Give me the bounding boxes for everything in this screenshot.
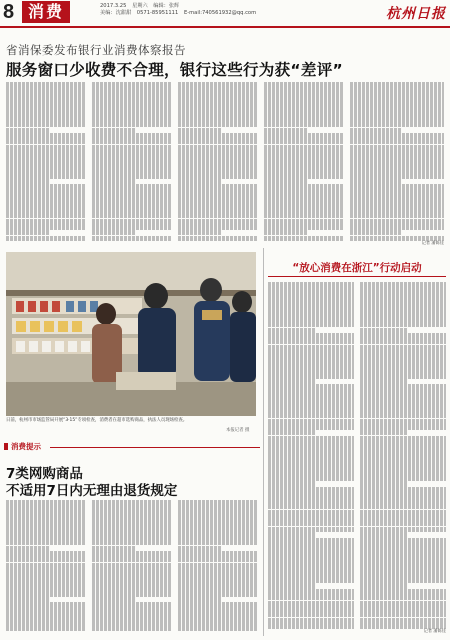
body-text-line [178,236,258,242]
body-text-line [268,623,354,629]
sidebar-column-1-text [268,282,354,629]
lead-column-2-text [92,82,172,241]
bottom-column-1-text [6,500,86,631]
lead-column-1 [6,82,86,246]
consumer-tips-band [0,440,262,452]
body-text-line [92,236,172,242]
sidebar-column-1 [268,282,354,634]
lead-byline: 记者 潘陈佳 [421,240,444,246]
bottom-column-3-text [178,500,258,631]
sidebar-column-2 [360,282,446,634]
sidebar-rule [268,276,446,277]
bottom-headline-line1: 7类网购商品 [6,466,83,482]
sidebar-headline: “放心消费在浙江”行动启动 [292,262,422,274]
lead-column-4 [264,82,344,246]
lead-column-3 [178,82,258,246]
page-number: 8 [3,1,15,23]
bottom-column-1 [6,500,86,634]
meta-designer: 美编：沈甜甜 [100,10,132,16]
consumer-tips-label: 消费提示 [11,442,41,451]
body-text-line [6,236,86,242]
paper-name: 杭州日报 [386,6,446,22]
supermarket-inspection-photo [6,252,256,416]
lead-column-5-text [350,82,444,241]
body-text-line [6,625,86,631]
lead-column-5 [350,82,444,246]
meta-phone: 0571-85951111 [136,10,179,16]
band-rule [50,447,260,448]
body-text-line [178,625,258,631]
lead-column-2 [92,82,172,246]
band-marker [4,443,8,450]
masthead-meta [100,3,260,17]
meta-email: E-mail:740561932@qq.com [183,10,257,16]
sidebar-column-2-text [360,282,446,629]
lead-kicker: 省消保委发布银行业消费体察报告 [6,43,186,57]
photo-credit: 本报记者 摄 [226,428,250,433]
meta-weekday: 星期六 [132,3,148,9]
meta-editor: 编辑：张辉 [153,3,180,9]
lead-column-3-text [178,82,258,241]
bottom-column-2 [92,500,172,634]
bottom-column-2-text [92,500,172,631]
meta-date: 2017.3.25 [100,3,127,9]
body-text-line [264,236,344,242]
section-name: 消费 [22,1,70,23]
sidebar-byline: 记者 潘陈佳 [423,628,446,634]
column-divider [263,248,264,636]
bottom-column-3 [178,500,258,634]
bottom-headline-line2: 不适用7日内无理由退货规定 [6,483,178,499]
news-photo [6,252,256,416]
lead-headline: 服务窗口少收费不合理，银行这些行为获“差评” [6,61,343,79]
lead-column-4-text [264,82,344,241]
body-text-line [92,625,172,631]
photo-caption: 日前，杭州市市场监管局开展“3·15”专项检查，消费者在超市选购商品，执法人员现场检查。 [6,418,188,423]
lead-column-1-text [6,82,86,241]
masthead [0,0,450,28]
